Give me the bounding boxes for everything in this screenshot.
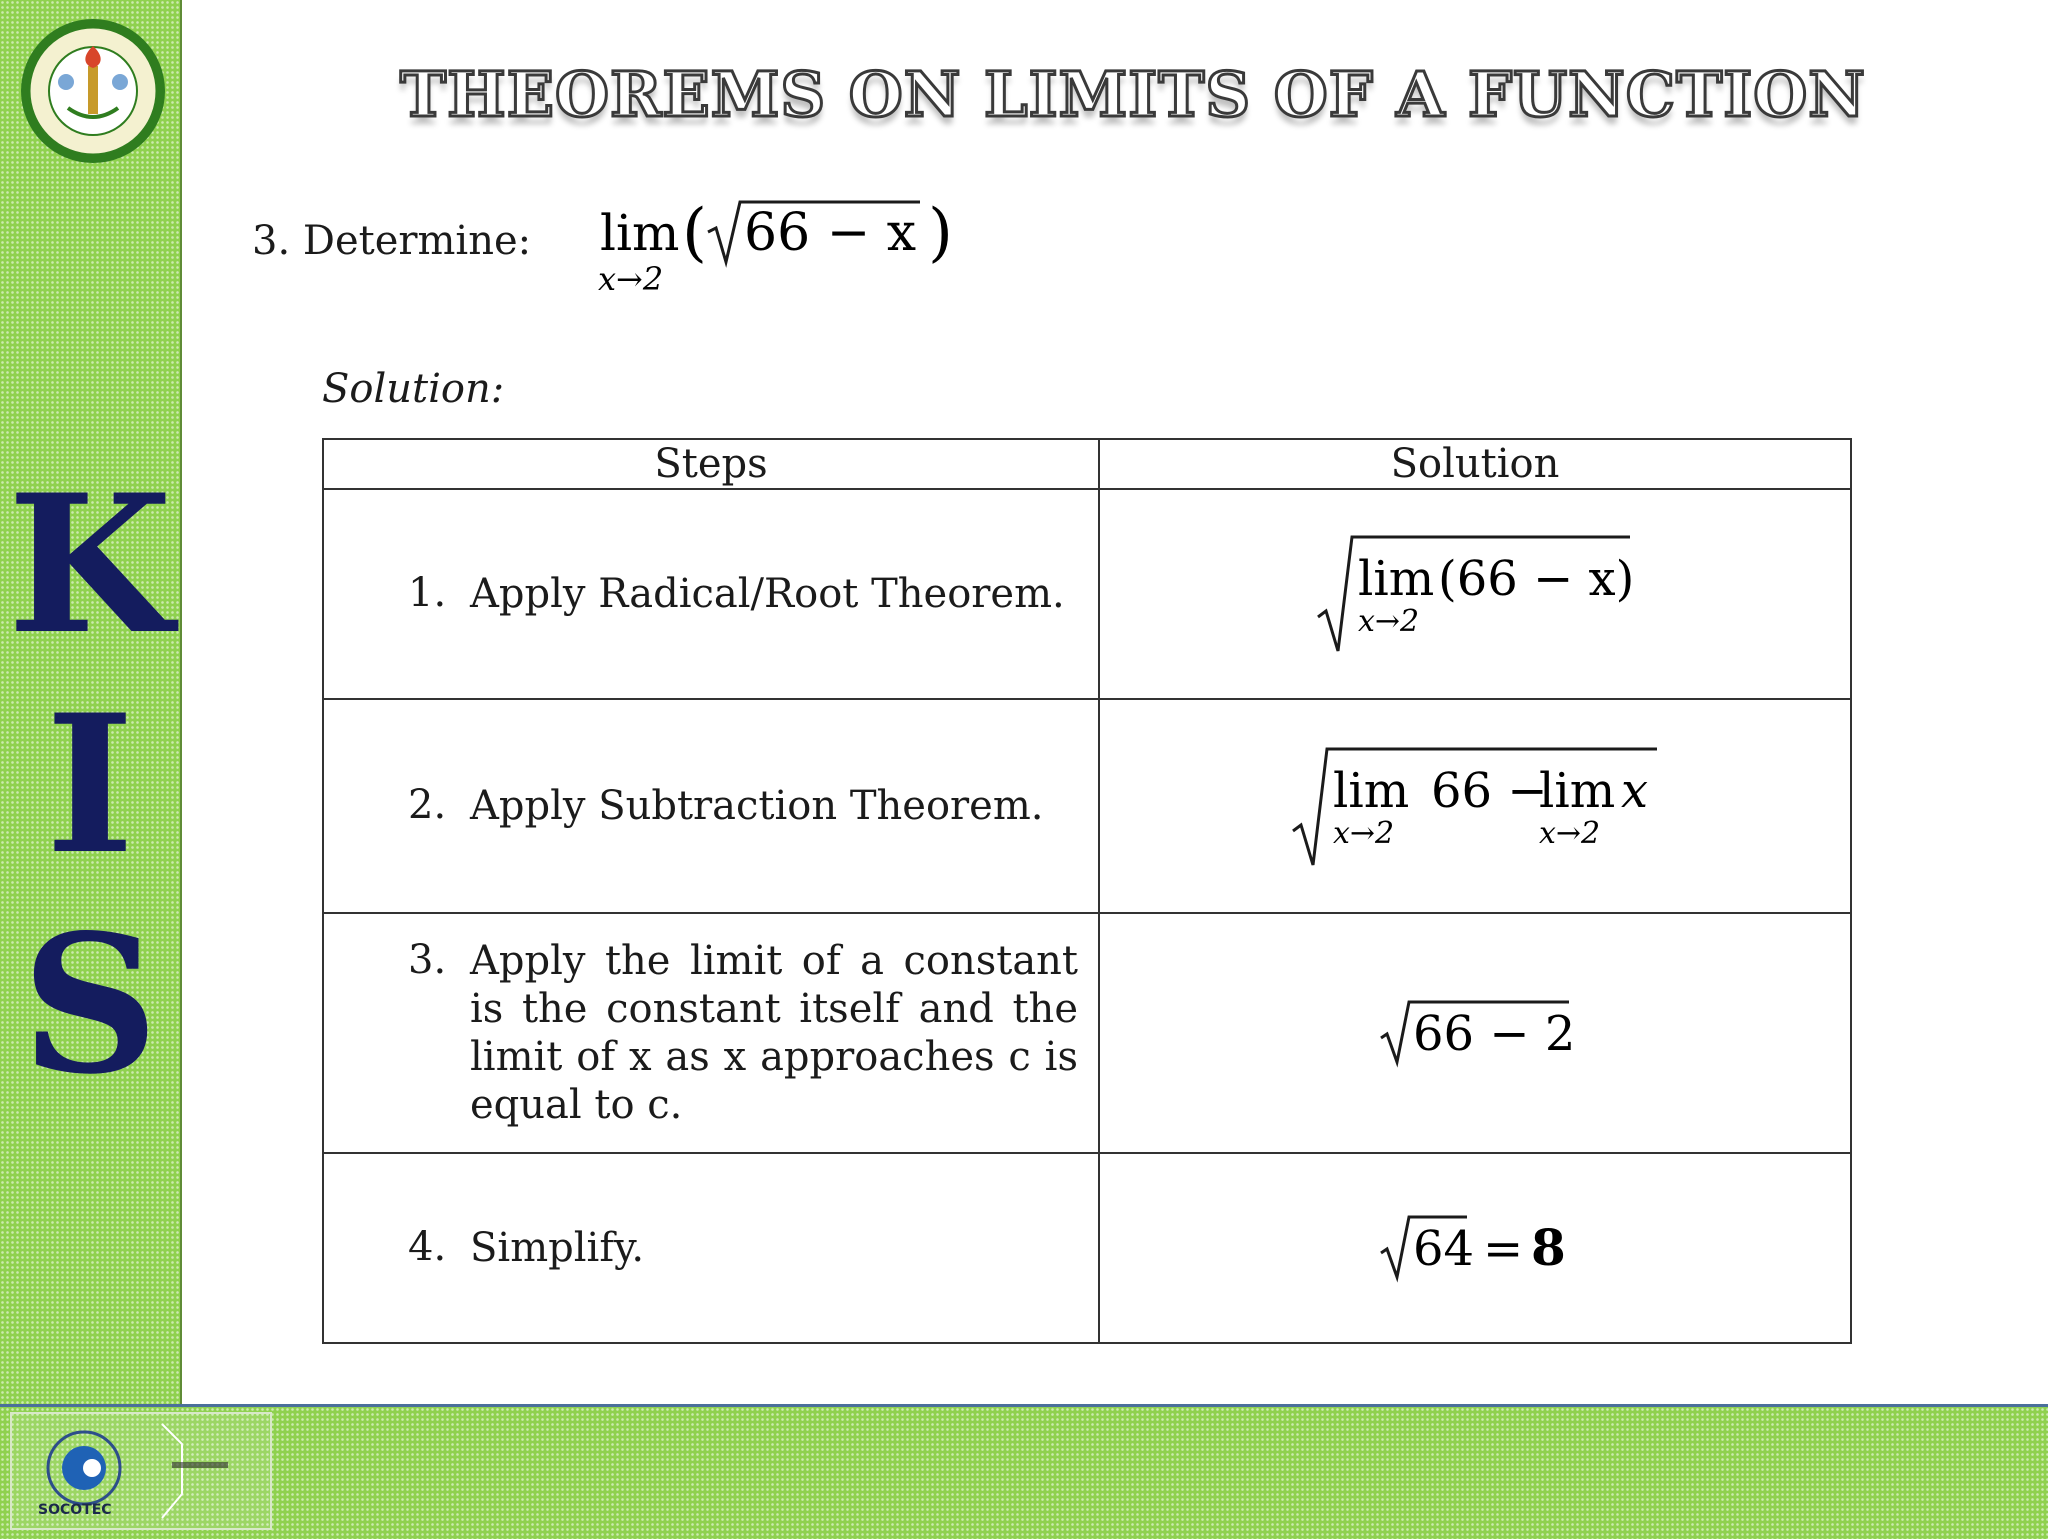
lim-word-second: lim bbox=[1539, 763, 1616, 819]
table-row bbox=[323, 489, 1851, 699]
subtraction-limit-expression bbox=[1285, 741, 1665, 871]
step-number: 4. bbox=[408, 1224, 447, 1270]
simplified-result-expression bbox=[1375, 1213, 1575, 1283]
footer-logo-text: SOCOTEC bbox=[38, 1502, 112, 1518]
table-header-row bbox=[323, 439, 1851, 489]
step-text: Apply Radical/Root Theorem. bbox=[470, 571, 1065, 617]
solution-cell bbox=[1099, 489, 1851, 699]
step-cell bbox=[323, 1153, 1099, 1343]
step-text: Simplify. bbox=[470, 1225, 645, 1271]
sidebar-letter-s: S bbox=[21, 893, 159, 1116]
lim-word: lim bbox=[600, 204, 680, 262]
sidebar-letter-i: I bbox=[45, 673, 135, 896]
step-cell bbox=[323, 699, 1099, 913]
footer-bar bbox=[0, 1404, 2048, 1539]
lim-subscript: x→2 bbox=[598, 260, 664, 298]
lim-word: lim bbox=[1358, 551, 1435, 607]
variable-term: x bbox=[1621, 763, 1649, 819]
solution-cell bbox=[1099, 913, 1851, 1153]
school-seal-logo bbox=[18, 16, 168, 166]
header-steps: Steps bbox=[323, 439, 1099, 489]
step-cell bbox=[323, 489, 1099, 699]
step-number: 1. bbox=[408, 570, 447, 616]
lim-subscript-first: x→2 bbox=[1333, 816, 1395, 851]
step-text: Apply the limit of a constant is the constant itself and the limit of x as x approaches c is equal to c. bbox=[470, 938, 1078, 1128]
steps-table bbox=[322, 438, 1852, 1344]
solution-label: Solution: bbox=[322, 366, 505, 412]
table-row bbox=[323, 699, 1851, 913]
step-number: 3. bbox=[408, 937, 447, 983]
constant-term: 66 − bbox=[1431, 763, 1548, 819]
sidebar-letter-k: K bbox=[7, 453, 173, 676]
radicand: 66 − x bbox=[744, 203, 917, 263]
lim-subscript: x→2 bbox=[1358, 604, 1420, 639]
final-result: 8 bbox=[1531, 1218, 1566, 1277]
solution-cell bbox=[1099, 699, 1851, 913]
header-solution: Solution bbox=[1099, 439, 1851, 489]
certification-logo bbox=[12, 1414, 270, 1528]
root-of-limit-expression bbox=[1310, 529, 1640, 659]
close-paren: ) bbox=[928, 196, 953, 270]
footer-logo-box bbox=[10, 1412, 272, 1530]
problem-label: 3. Determine: bbox=[252, 218, 532, 264]
radicand: 64 bbox=[1413, 1221, 1475, 1277]
solution-cell bbox=[1099, 1153, 1851, 1343]
root-difference-expression bbox=[1375, 998, 1575, 1068]
step-cell bbox=[323, 913, 1099, 1153]
step-text: Apply Subtraction Theorem. bbox=[470, 783, 1044, 829]
problem-expression bbox=[590, 192, 1010, 302]
lim-word-first: lim bbox=[1333, 763, 1410, 819]
table-row bbox=[323, 913, 1851, 1153]
step-number: 2. bbox=[408, 782, 447, 828]
table-row bbox=[323, 1153, 1851, 1343]
sidebar bbox=[0, 0, 182, 1404]
lim-subscript-second: x→2 bbox=[1539, 816, 1601, 851]
limit-argument: (66 − x) bbox=[1438, 551, 1635, 607]
radicand: 66 − 2 bbox=[1413, 1006, 1575, 1062]
open-paren: ( bbox=[682, 196, 707, 270]
equals-sign: = bbox=[1483, 1221, 1524, 1277]
slide-title: THEOREMS ON LIMITS OF A FUNCTION bbox=[400, 58, 1866, 131]
